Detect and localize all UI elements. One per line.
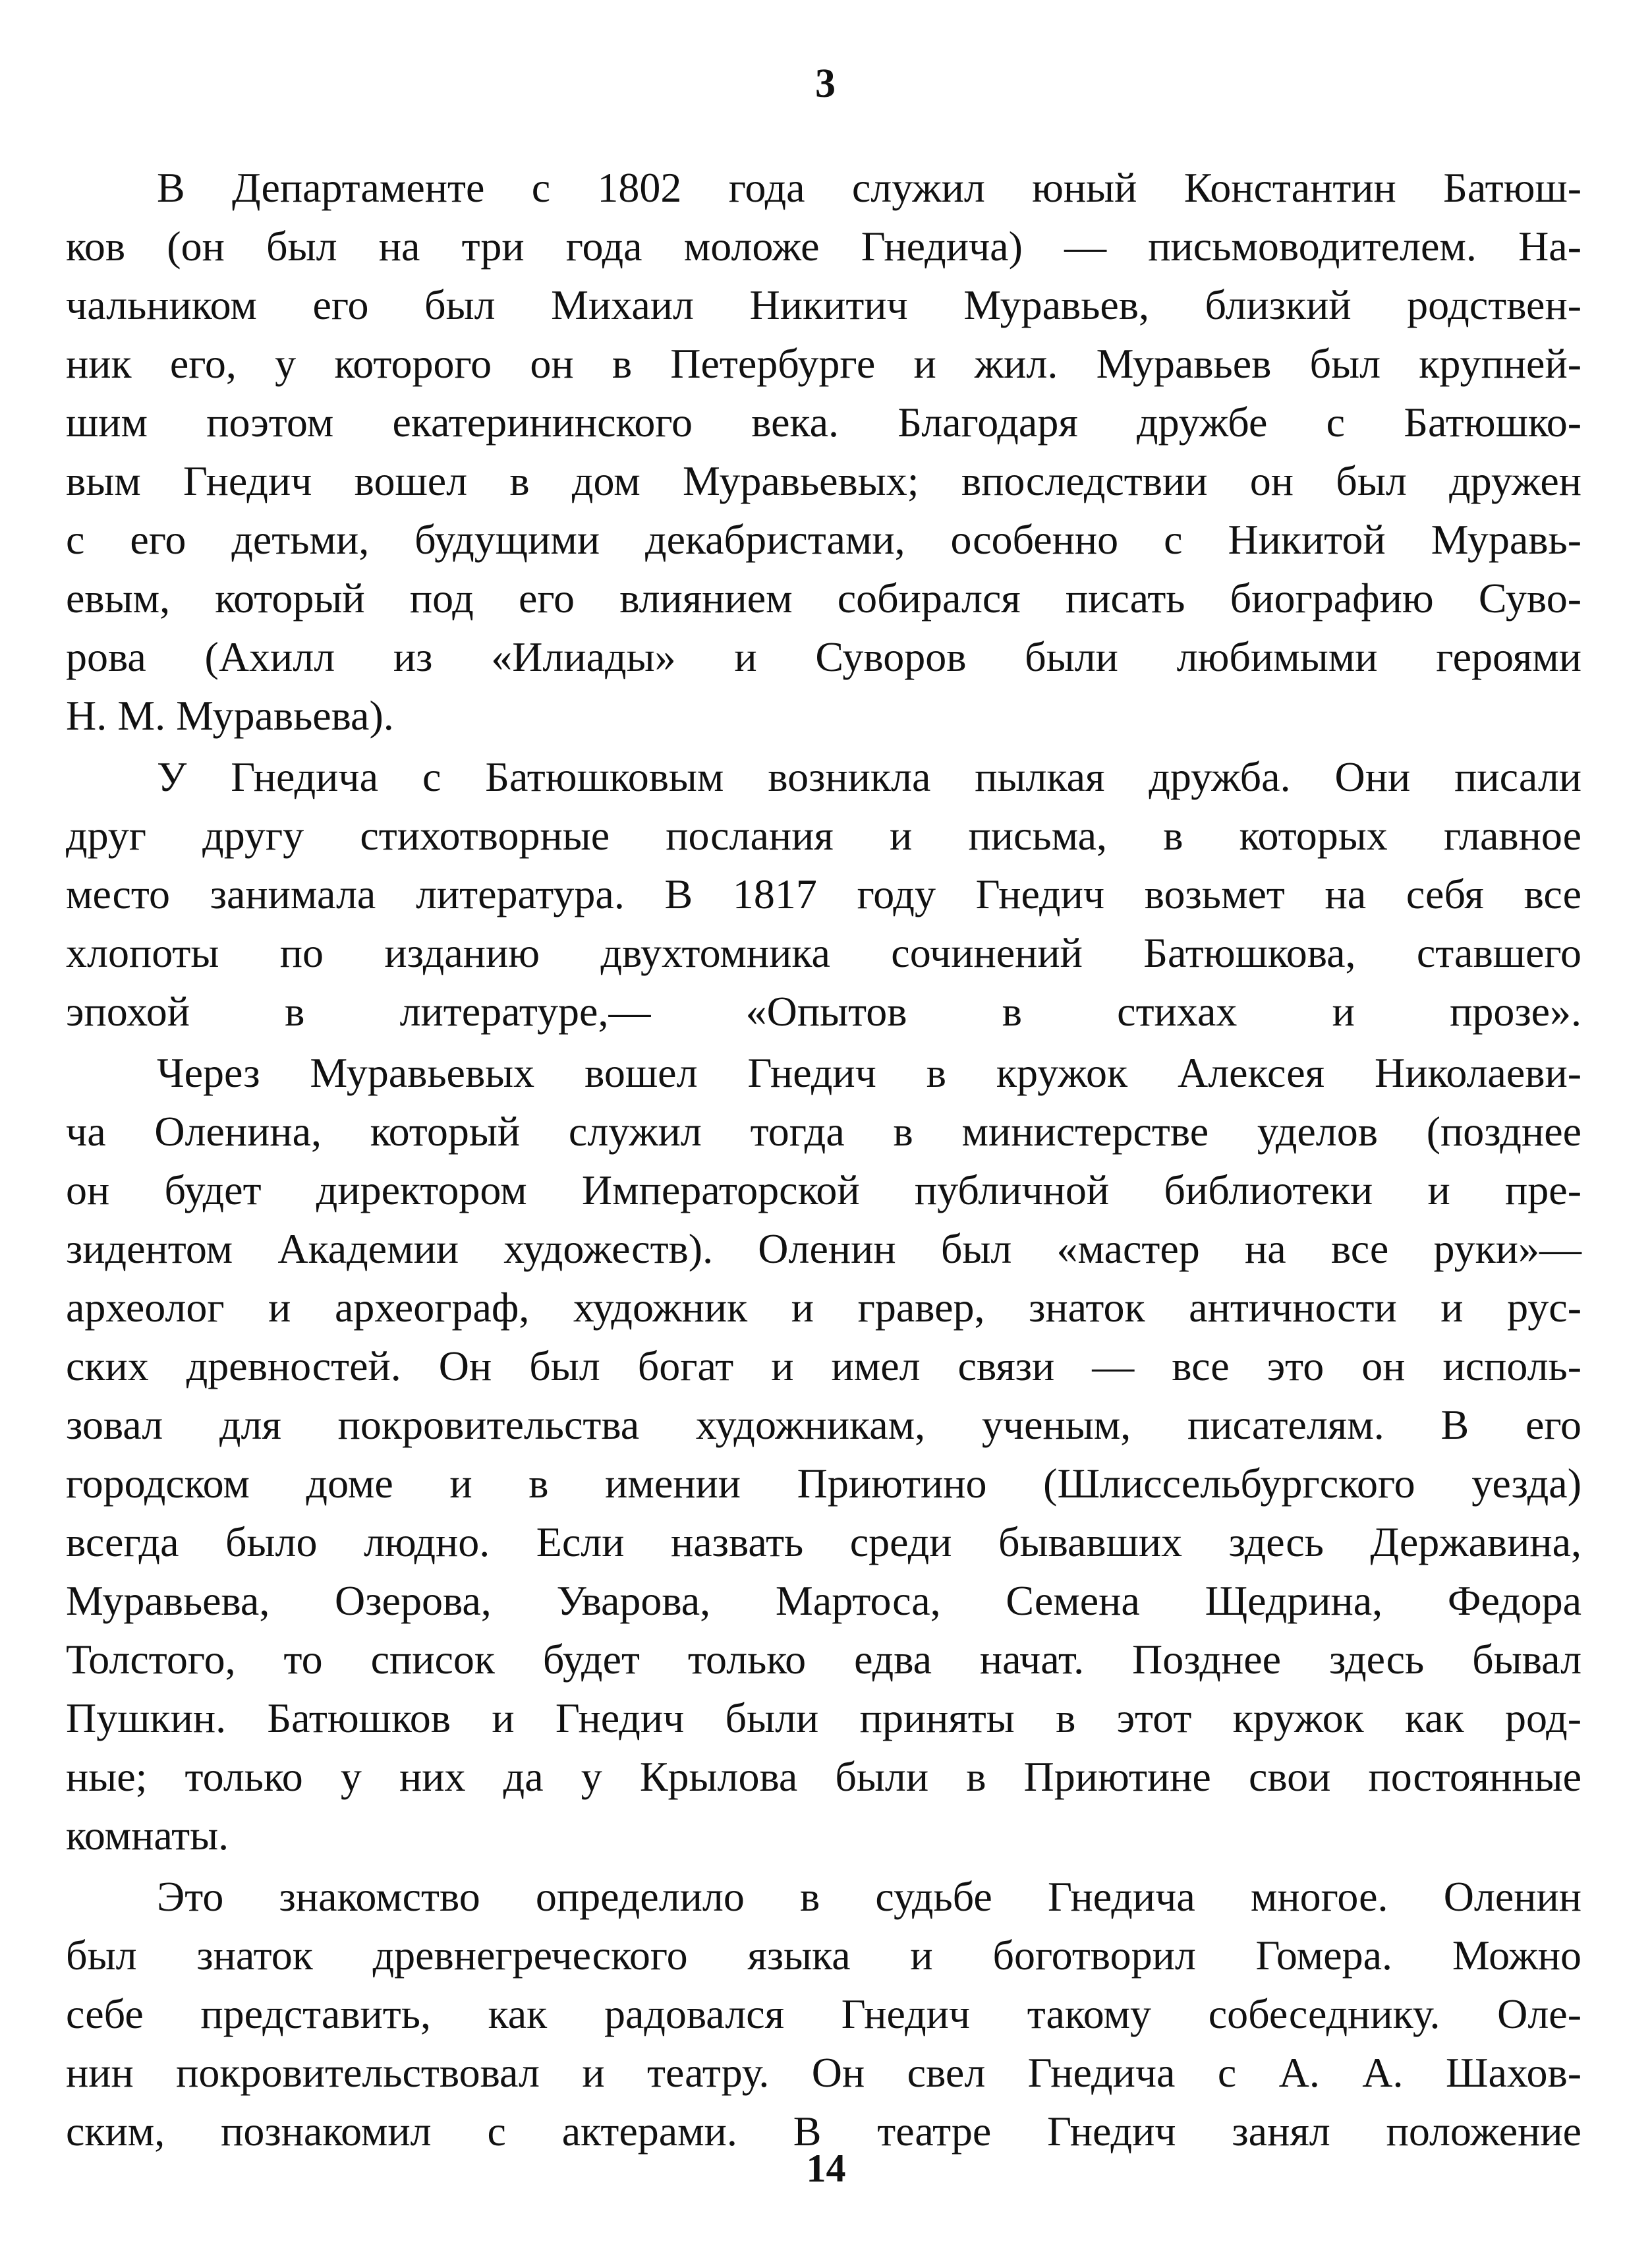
text-line: вым Гнедич вошел в дом Муравьевых; впоследствии он был дружен	[66, 457, 1581, 504]
text-line: Пушкин. Батюшков и Гнедич были приняты в этот кружок как род-	[66, 1694, 1581, 1741]
text-line: комнаты.	[66, 1812, 229, 1859]
text-line: место занимала литература. В 1817 году Гнедич возьмет на себя все	[66, 871, 1581, 917]
text-line: ча Оленина, который служил тогда в министерстве уделов (позднее	[66, 1108, 1581, 1155]
text-line: ков (он был на три года моложе Гнедича) — письмоводителем. На-	[66, 223, 1581, 270]
text-line: Через Муравьевых вошел Гнедич в кружок Алексея Николаеви-	[157, 1049, 1581, 1096]
text-line: ских древностей. Он был богат и имел связи — все это он исполь-	[66, 1343, 1581, 1389]
text-line: зовал для покровительства художникам, ученым, писателям. В его	[66, 1401, 1581, 1448]
text-line: У Гнедича с Батюшковым возникла пылкая дружба. Они писали	[157, 753, 1581, 800]
signature-mark: 3	[815, 61, 837, 106]
text-line: ные; только у них да у Крылова были в Приютине свои постоянные	[66, 1753, 1581, 1800]
paragraph	[66, 158, 1581, 745]
body-text	[66, 158, 1581, 2160]
text-line: хлопоты по изданию двухтомника сочинений Батюшкова, ставшего	[66, 929, 1581, 976]
text-line: Муравьева, Озерова, Уварова, Мартоса, Семена Щедрина, Федора	[66, 1577, 1581, 1624]
text-line: всегда было людно. Если назвать среди бывавших здесь Державина,	[66, 1519, 1581, 1565]
text-line: нин покровительствовал и театру. Он свел Гнедича с А. А. Шахов-	[66, 2049, 1581, 2096]
text-line: евым, который под его влиянием собирался писать биографию Суво-	[66, 575, 1581, 622]
text-line: рова (Ахилл из «Илиады» и Суворов были любимыми героями	[66, 633, 1581, 680]
text-line: В Департаменте с 1802 года служил юный Константин Батюш-	[157, 164, 1581, 211]
page-number: 14	[806, 2147, 846, 2190]
text-line: городском доме и в имении Приютино (Шлиссельбургского уезда)	[66, 1460, 1581, 1507]
paragraph	[66, 1043, 1581, 1865]
text-line: зидентом Академии художеств). Оленин был «мастер на все руки»—	[66, 1225, 1581, 1272]
text-line: Н. М. Муравьева).	[66, 692, 394, 739]
text-line: чальником его был Михаил Никитич Муравьев, близкий родствен-	[66, 281, 1581, 328]
text-line: ник его, у которого он в Петербурге и жил. Муравьев был крупней-	[66, 340, 1581, 387]
text-line: Это знакомство определило в судьбе Гнедича многое. Оленин	[157, 1873, 1581, 1920]
text-line: Толстого, то список будет только едва начат. Позднее здесь бывал	[66, 1636, 1581, 1683]
text-line: ским, познакомил с актерами. В театре Гнедич занял положение	[66, 2108, 1581, 2155]
text-line: друг другу стихотворные послания и письма, в которых главное	[66, 812, 1581, 859]
paragraph	[66, 1867, 1581, 2160]
text-line: он будет директором Императорской публичной библиотеки и пре-	[66, 1167, 1581, 1213]
text-line: шим поэтом екатерининского века. Благодаря дружбе с Батюшко-	[66, 399, 1581, 446]
text-line: археолог и археограф, художник и гравер, знаток античности и рус-	[66, 1284, 1581, 1331]
text-line: эпохой в литературе,— «Опытов в стихах и прозе».	[66, 988, 1581, 1035]
text-line: себе представить, как радовался Гнедич такому собеседнику. Оле-	[66, 1990, 1581, 2037]
paragraph	[66, 747, 1581, 1041]
text-line: был знаток древнегреческого языка и боготворил Гомера. Можно	[66, 1932, 1581, 1979]
text-line: с его детьми, будущими декабристами, особенно с Никитой Муравь-	[66, 516, 1581, 563]
